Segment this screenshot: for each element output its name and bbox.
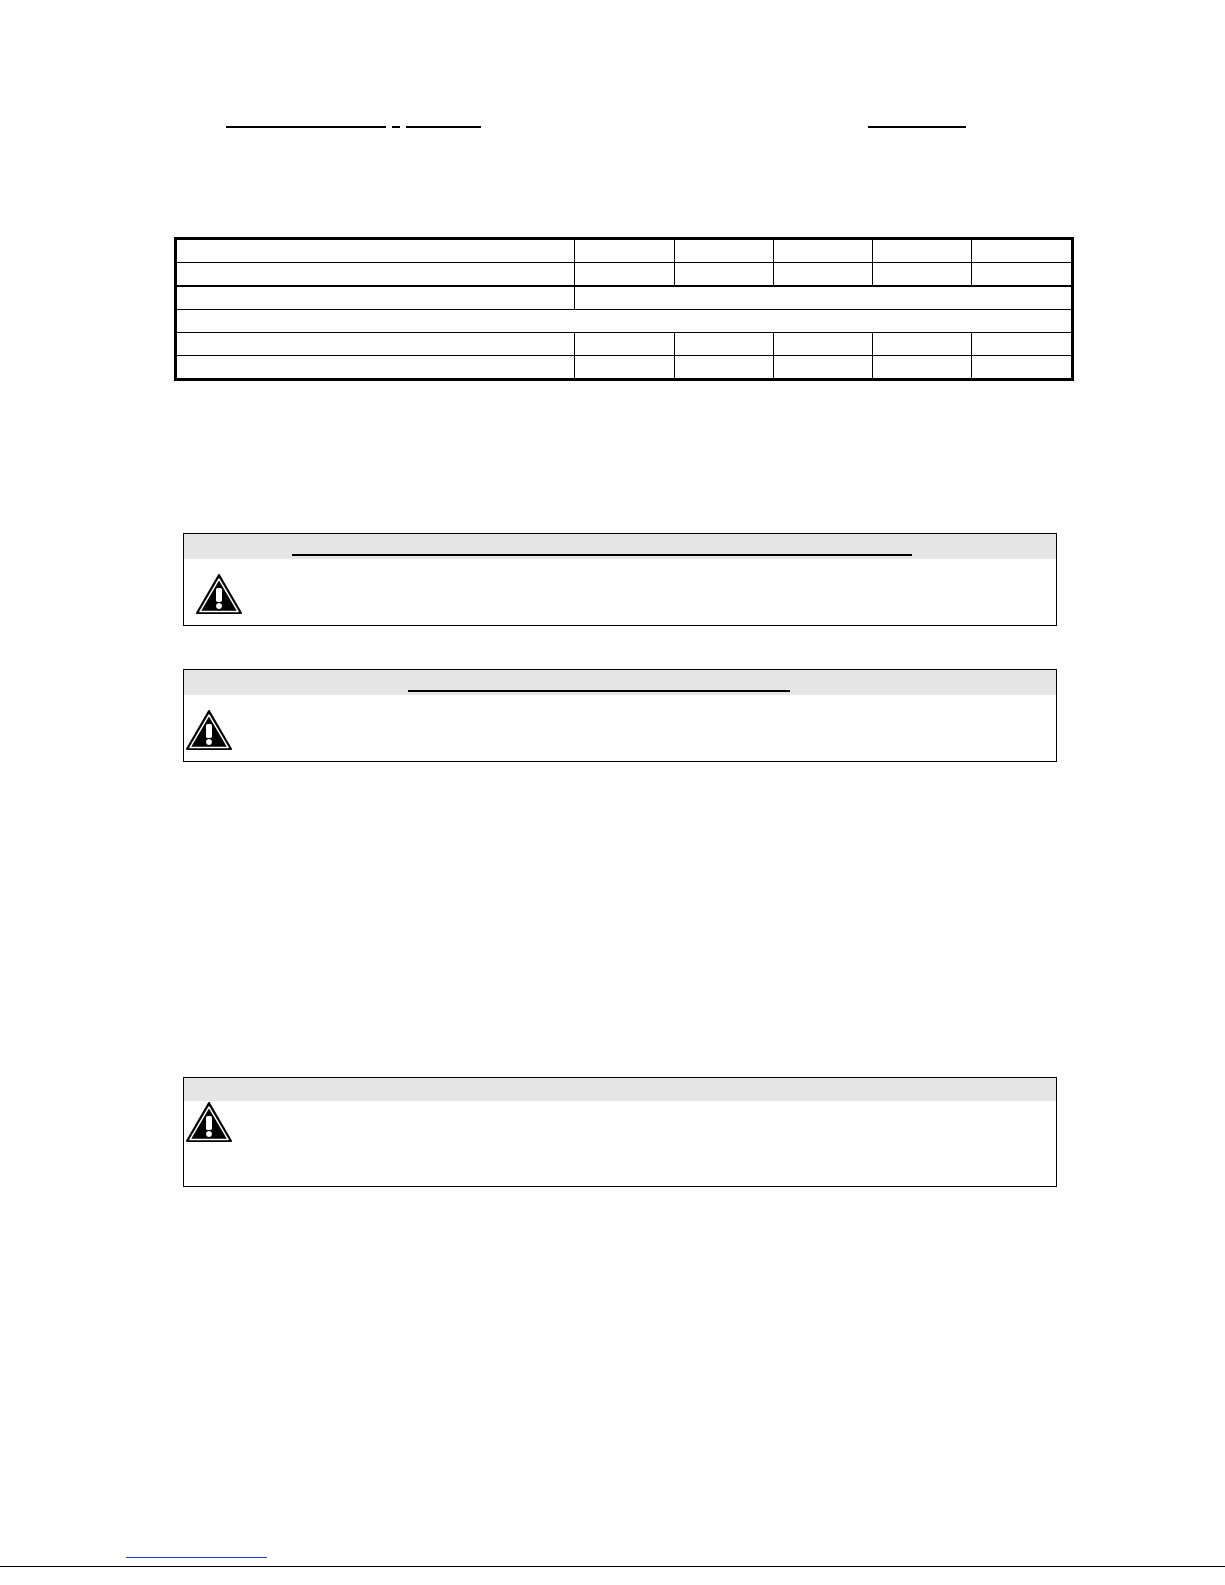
table-row xyxy=(176,310,1073,333)
table-cell xyxy=(176,356,575,380)
table-cell xyxy=(972,333,1073,356)
table-cell xyxy=(774,263,873,287)
table-cell xyxy=(675,239,774,263)
table-cell xyxy=(873,263,972,287)
table-cell xyxy=(873,333,972,356)
table-cell xyxy=(873,356,972,380)
table-cell xyxy=(176,263,575,287)
footer-link[interactable] xyxy=(126,1557,267,1558)
table-cell xyxy=(972,356,1073,380)
table-cell xyxy=(972,239,1073,263)
warning-title-underline xyxy=(408,690,790,692)
table-cell xyxy=(675,356,774,380)
table-cell xyxy=(176,286,575,310)
warning-header xyxy=(184,1078,1056,1101)
footer-rule xyxy=(0,1566,1225,1567)
table-cell xyxy=(774,356,873,380)
warning-triangle-icon xyxy=(195,572,243,616)
table-cell xyxy=(774,239,873,263)
table-cell xyxy=(575,356,675,380)
table-row xyxy=(176,333,1073,356)
table-row xyxy=(176,263,1073,287)
table-cell xyxy=(873,239,972,263)
header-field-separator xyxy=(392,126,400,128)
header-field-revision xyxy=(406,126,481,128)
table-cell xyxy=(176,239,575,263)
table-cell xyxy=(575,239,675,263)
warning-triangle-icon xyxy=(185,708,233,752)
warning-box-2 xyxy=(183,669,1057,762)
table-cell xyxy=(575,333,675,356)
table-cell xyxy=(774,333,873,356)
table-row xyxy=(176,239,1073,263)
warning-triangle-icon xyxy=(185,1100,233,1144)
warning-title-underline xyxy=(292,554,912,556)
table-cell xyxy=(176,310,1073,333)
table-cell xyxy=(972,263,1073,287)
table-cell xyxy=(575,286,1073,310)
warning-box-3 xyxy=(183,1077,1057,1187)
header-field-page xyxy=(868,126,966,128)
spec-table xyxy=(174,237,1074,381)
table-row xyxy=(176,286,1073,310)
table-cell xyxy=(575,263,675,287)
header-field-model xyxy=(226,126,386,128)
table-row xyxy=(176,356,1073,380)
table-cell xyxy=(675,263,774,287)
table-cell xyxy=(675,333,774,356)
warning-box-1 xyxy=(183,533,1057,626)
table-cell xyxy=(176,333,575,356)
